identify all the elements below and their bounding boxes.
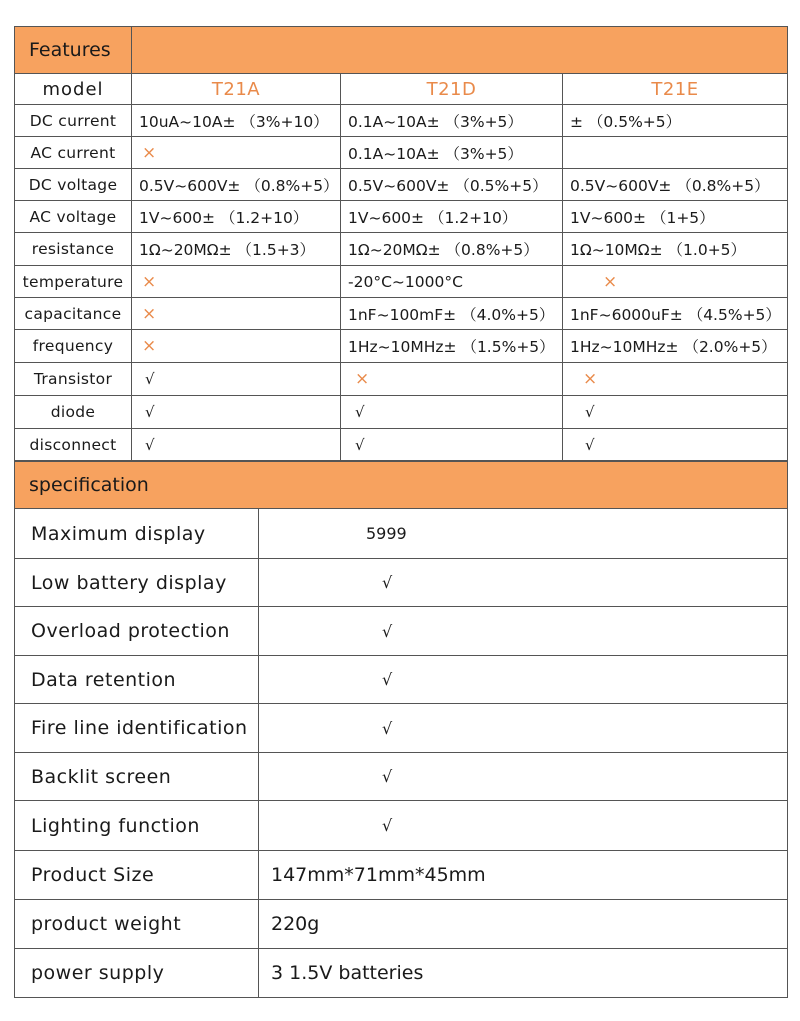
feature-value-text: 1V~600± （1.2+10）	[139, 208, 309, 227]
feature-row	[15, 266, 788, 298]
cross-mark: ×	[142, 336, 157, 356]
feature-value	[563, 266, 788, 298]
spec-row	[15, 949, 788, 998]
cross-mark: ×	[603, 271, 618, 292]
spec-row	[15, 607, 788, 656]
specification-table	[14, 461, 788, 998]
feature-value	[341, 201, 563, 233]
feature-value	[563, 105, 788, 137]
spec-check-mark: √	[259, 801, 788, 851]
model-label: model	[15, 74, 132, 105]
feature-value	[563, 298, 788, 330]
feature-value-text: 1Ω~20MΩ± （0.8%+5）	[348, 241, 539, 259]
feature-row	[15, 105, 788, 137]
feature-row	[15, 429, 788, 461]
spec-label: Low battery display	[15, 559, 259, 607]
feature-value-text: 0.1A~10A± （3%+5）	[348, 144, 523, 163]
feature-value-text: 1Ω~20MΩ± （1.5+3）	[139, 241, 316, 259]
feature-value	[341, 363, 563, 396]
feature-value	[563, 233, 788, 266]
feature-row	[15, 330, 788, 363]
feature-row	[15, 201, 788, 233]
spec-value: 220g	[259, 900, 788, 949]
feature-value-text: 1V~600± （1+5）	[570, 208, 715, 227]
feature-label: Transistor	[15, 363, 132, 396]
spec-check-mark: √	[259, 704, 788, 753]
feature-value-text: 1V~600± （1.2+10）	[348, 208, 518, 227]
check-mark: √	[145, 370, 155, 388]
feature-value	[563, 396, 788, 429]
feature-label: frequency	[15, 330, 132, 363]
feature-label: disconnect	[15, 429, 132, 461]
cross-mark: ×	[583, 369, 598, 389]
check-mark: √	[355, 435, 365, 454]
feature-row	[15, 137, 788, 169]
check-mark: √	[585, 403, 595, 421]
spec-check-mark: √	[259, 607, 788, 656]
feature-label: resistance	[15, 233, 132, 266]
spec-row	[15, 753, 788, 801]
model-row	[15, 74, 788, 105]
spec-value: 5999	[259, 509, 788, 559]
spec-row	[15, 801, 788, 851]
feature-value-text: 1Hz~10MHz± （2.0%+5）	[570, 338, 777, 356]
spec-label: Data retention	[15, 656, 259, 704]
feature-row	[15, 396, 788, 429]
feature-value-text: ± （0.5%+5）	[570, 112, 682, 131]
feature-value	[132, 363, 341, 396]
cross-mark: ×	[355, 369, 370, 389]
feature-value	[132, 330, 341, 363]
feature-value	[341, 396, 563, 429]
specification-header-row	[15, 462, 788, 509]
features-table	[14, 26, 788, 461]
check-mark: √	[145, 403, 155, 421]
model-t21a: T21A	[132, 74, 341, 105]
feature-value-text: 1Hz~10MHz± （1.5%+5）	[348, 338, 555, 356]
feature-row	[15, 298, 788, 330]
feature-label: AC current	[15, 137, 132, 169]
feature-value	[341, 330, 563, 363]
feature-value-text: 0.5V~600V± （0.8%+5）	[570, 176, 770, 195]
model-t21e: T21E	[563, 74, 788, 105]
feature-value	[341, 266, 563, 298]
feature-label: capacitance	[15, 298, 132, 330]
feature-label: diode	[15, 396, 132, 429]
cross-mark: ×	[142, 142, 157, 163]
feature-value	[563, 137, 788, 169]
feature-value-text: 10uA~10A± （3%+10）	[139, 112, 329, 131]
feature-value	[563, 330, 788, 363]
feature-value-text: 0.5V~600V± （0.5%+5）	[348, 176, 548, 195]
feature-value	[341, 298, 563, 330]
spec-row	[15, 656, 788, 704]
feature-row	[15, 233, 788, 266]
feature-value	[132, 298, 341, 330]
feature-value-text: -20°C~1000°C	[348, 272, 463, 291]
check-mark: √	[145, 435, 155, 454]
features-header-row	[15, 27, 788, 74]
specification-section-title: specification	[15, 462, 788, 509]
feature-value	[341, 137, 563, 169]
spec-label: Overload protection	[15, 607, 259, 656]
feature-value-text: 1nF~100mF± （4.0%+5）	[348, 305, 555, 324]
feature-label: DC current	[15, 105, 132, 137]
spec-row	[15, 559, 788, 607]
feature-value	[132, 396, 341, 429]
feature-value	[132, 201, 341, 233]
feature-value	[341, 105, 563, 137]
feature-value	[341, 169, 563, 201]
feature-value	[563, 169, 788, 201]
feature-label: DC voltage	[15, 169, 132, 201]
feature-value	[132, 169, 341, 201]
feature-value	[341, 429, 563, 461]
cross-mark: ×	[142, 303, 157, 324]
feature-value	[132, 266, 341, 298]
spec-label: Product Size	[15, 851, 259, 900]
spec-check-mark: √	[259, 656, 788, 704]
spec-label: Lighting function	[15, 801, 259, 851]
feature-label: temperature	[15, 266, 132, 298]
check-mark: √	[355, 403, 365, 421]
feature-row	[15, 363, 788, 396]
feature-value	[132, 429, 341, 461]
feature-value-text: 0.5V~600V± （0.8%+5）	[139, 176, 339, 195]
model-t21d: T21D	[341, 74, 563, 105]
feature-label: AC voltage	[15, 201, 132, 233]
spec-value: 3 1.5V batteries	[259, 949, 788, 998]
spec-label: Maximum display	[15, 509, 259, 559]
spec-row	[15, 900, 788, 949]
spec-row	[15, 704, 788, 753]
spec-check-mark: √	[259, 753, 788, 801]
spec-check-mark: √	[259, 559, 788, 607]
spec-label: power supply	[15, 949, 259, 998]
spec-row	[15, 509, 788, 559]
feature-value-text: 1nF~6000uF± （4.5%+5）	[570, 305, 781, 324]
feature-value	[563, 201, 788, 233]
feature-row	[15, 169, 788, 201]
feature-value	[341, 233, 563, 266]
feature-value	[563, 363, 788, 396]
spec-value: 147mm*71mm*45mm	[259, 851, 788, 900]
spec-sheet	[14, 26, 787, 998]
feature-value	[132, 105, 341, 137]
cross-mark: ×	[142, 271, 157, 292]
spec-label: product weight	[15, 900, 259, 949]
feature-value-text: 1Ω~10MΩ± （1.0+5）	[570, 241, 747, 259]
features-header-fill	[132, 27, 788, 74]
check-mark: √	[585, 435, 595, 454]
feature-value	[132, 137, 341, 169]
feature-value	[132, 233, 341, 266]
features-section-title: Features	[15, 27, 132, 74]
feature-value-text: 0.1A~10A± （3%+5）	[348, 112, 523, 131]
feature-value	[563, 429, 788, 461]
spec-label: Fire line identification	[15, 704, 259, 753]
spec-label: Backlit screen	[15, 753, 259, 801]
spec-row	[15, 851, 788, 900]
